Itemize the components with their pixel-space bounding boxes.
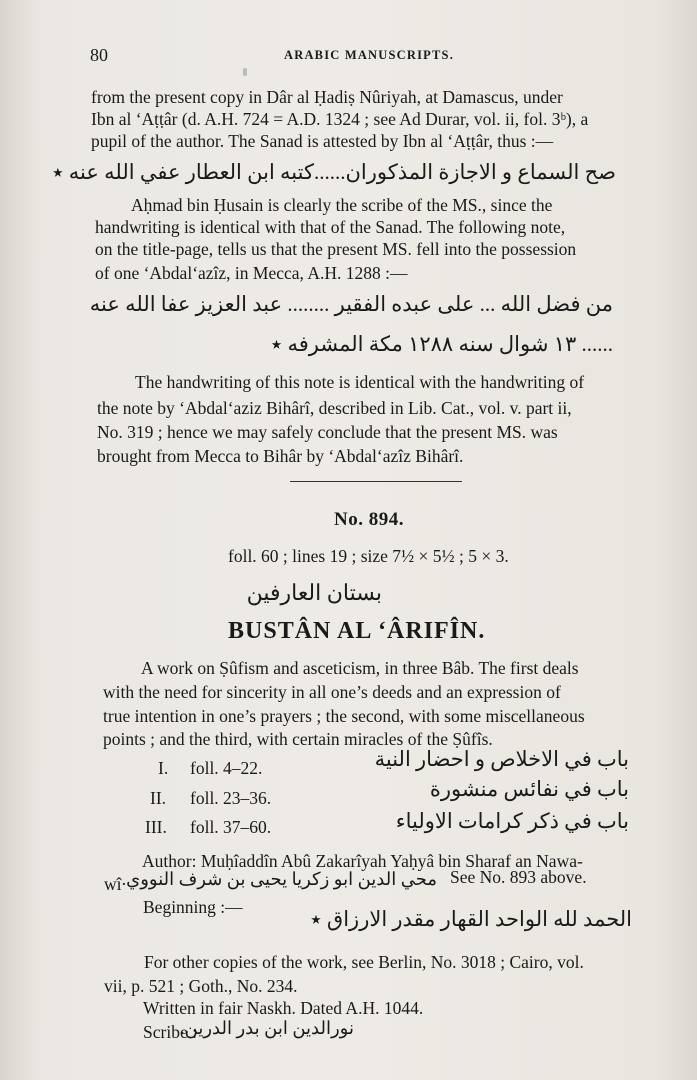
- para1-line-1: from the present copy in Dâr al Ḥadiṣ Nûriyah, at Damascus, under: [91, 87, 563, 107]
- para2-line-3: on the title-page, tells us that the present MS. fell into the possession: [95, 239, 577, 259]
- note-arabic-2: ...... ١٣ شوال سنه ١٢٨٨ مكة المشرفه ٭: [270, 332, 613, 356]
- chapter-arabic: باب في ذكر كرامات الاولياء: [395, 809, 629, 833]
- other-copies-line-1: For other copies of the work, see Berlin, No. 3018 ; Cairo, vol.: [144, 952, 584, 972]
- arabic-title: بستان العارفين: [246, 580, 382, 605]
- para1-line-3: pupil of the author. The Sanad is attested by Ibn al ‘Aṭṭâr, thus :—: [91, 131, 554, 151]
- author-line-2-prefix: wî: [104, 874, 122, 894]
- written-note: Written in fair Naskh. Dated A.H. 1044.: [143, 998, 424, 1018]
- author-line-1: Author: Muḥîaddîn Abû Zakarîyah Yaḥyâ bin Sharaf an Nawa-: [142, 851, 583, 871]
- para3-line-3: No. 319 ; hence we may safely conclude that the present MS. was: [97, 422, 558, 442]
- ink-smudge: [243, 68, 247, 76]
- other-copies-line-2: vii, p. 521 ; Goth., No. 234.: [104, 976, 298, 996]
- entry-number: No. 894.: [334, 509, 404, 530]
- beginning-arabic: الحمد لله الواحد القهار مقدر الارزاق ٭: [310, 907, 632, 931]
- chapter-numeral: II.: [150, 788, 167, 808]
- para3-line-2: the note by ‘Abdal‘aziz Bihârî, described in Lib. Cat., vol. v. part ii,: [97, 398, 572, 418]
- page-number: 80: [90, 45, 108, 65]
- para3-line-1: The handwriting of this note is identical with the handwriting of: [135, 372, 585, 392]
- chapter-numeral: I.: [158, 758, 169, 778]
- description-line-1: A work on Ṣûfism and asceticism, in three Bâb. The first deals: [141, 658, 579, 678]
- para1-line-2: Ibn al ‘Aṭṭâr (d. A.H. 724 = A.D. 1324 ; see Ad Durar, vol. ii, fol. 3ᵇ), a: [91, 109, 589, 129]
- description-line-2: with the need for sincerity in all one’s deeds and an expression of: [103, 682, 561, 702]
- chapter-numeral: III.: [145, 817, 167, 837]
- work-title: BUSTÂN AL ‘ÂRIFÎN.: [228, 618, 486, 644]
- running-title: ARABIC MANUSCRIPTS.: [284, 48, 455, 62]
- para2-line-1: Aḥmad bin Ḥusain is clearly the scribe of the MS., since the: [131, 195, 553, 215]
- description-line-3: true intention in one’s prayers ; the second, with some miscellaneous: [103, 706, 585, 726]
- chapter-arabic: باب في نفائس منشورة: [429, 777, 629, 801]
- description-line-4: points ; and the third, with certain miracles of the Ṣûfîs.: [103, 729, 493, 749]
- para3-line-4: brought from Mecca to Bihâr by ‘Abdal‘azîz Bihârî.: [97, 446, 464, 466]
- sanad-arabic: صح السماع و الاجازة المذكوران......كتبه ابن العطار عفي الله عنه ٭: [52, 160, 616, 184]
- section-divider: [290, 481, 462, 482]
- para2-line-4: of one ‘Abdal‘azîz, in Mecca, A.H. 1288 :—: [95, 263, 408, 283]
- para2-line-2: handwriting is identical with that of the Sanad. The following note,: [95, 217, 566, 237]
- chapter-folios: foll. 4–22.: [190, 758, 263, 778]
- entry-specs: foll. 60 ; lines 19 ; size 7½ × 5½ ; 5 × 3.: [228, 546, 509, 566]
- note-arabic-1: من فضل الله ... على عبده الفقير ........ عبد العزيز عفا الله عنه: [89, 292, 613, 316]
- scribe-arabic: نورالدين ابن بدر الدرين.: [180, 1018, 354, 1038]
- author-arabic-name: محي الدين ابو زكريا يحيى بن شرف النووي.: [121, 869, 437, 889]
- author-line-2-suffix: See No. 893 above.: [450, 867, 587, 887]
- chapter-arabic: باب في الاخلاص و احضار النية: [374, 747, 629, 771]
- chapter-folios: foll. 23–36.: [190, 788, 272, 808]
- beginning-label: Beginning :—: [143, 897, 243, 917]
- chapter-folios: foll. 37–60.: [190, 817, 272, 837]
- scribe-label: Scribe :: [143, 1022, 197, 1042]
